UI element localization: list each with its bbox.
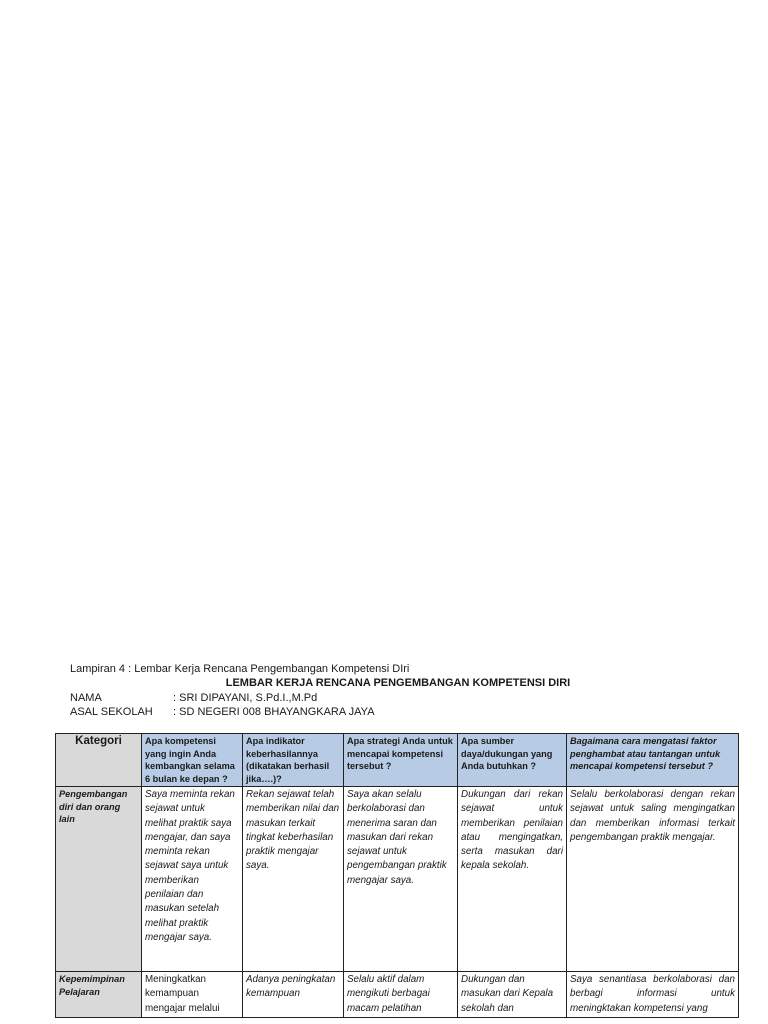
column-header-competency: Apa kompetensi yang ingin Anda kembangkan selama 6 bulan ke depan ? [142,734,243,787]
document-title: LEMBAR KERJA RENCANA PENGEMBANGAN KOMPETENSI DIRI [225,677,571,689]
table-cell: Saya meminta rekan sejawat untuk melihat praktik saya mengajar, dan saya meminta rekan sejawat saya untuk memberikan penilaian dan masukan setelah melihat praktik mengajar saya. [142,787,243,972]
row-category: Pengembangan diri dan orang lain [56,787,142,972]
column-header-kategori: Kategori [56,734,142,787]
table-cell: Selalu aktif dalam mengikuti berbagai macam pelatihan [344,972,458,1018]
column-header-indicator: Apa indikator keberhasilannya (dikatakan berhasil jika….)? [243,734,344,787]
table-cell: Dukungan dan masukan dari Kepala sekolah dan [458,972,567,1018]
school-value: : SD NEGERI 008 BHAYANGKARA JAYA [173,706,375,718]
name-label: NAMA [70,692,102,704]
table-row [56,972,739,1018]
attachment-caption: Lampiran 4 : Lembar Kerja Rencana Pengembangan Kompetensi DIri [70,663,410,675]
name-line [70,692,317,704]
table-header-row [56,734,739,787]
column-header-obstacles: Bagaimana cara mengatasi faktor penghambat atau tantangan untuk mencapai kompetensi tersebut ? [567,734,739,787]
table-cell: Dukungan dari rekan sejawat untuk memberikan penilaian atau mengingatkan, serta masukan dari kepala sekolah. [458,787,567,972]
table-cell: Meningkatkan kemampuan mengajar melalui [142,972,243,1018]
competency-plan-table [55,733,739,1018]
table-cell: Saya senantiasa berkolaborasi dan berbagi informasi untuk meningktakan kompetensi yang [567,972,739,1018]
table-cell: Adanya peningkatan kemampuan [243,972,344,1018]
name-value: : SRI DIPAYANI, S.Pd.I.,M.Pd [173,692,318,704]
table-cell: Selalu berkolaborasi dengan rekan sejawat untuk saling mengingatkan dan memberikan informasi terkait pengembangan praktik mengajar. [567,787,739,972]
column-header-strategy: Apa strategi Anda untuk mencapai kompetensi tersebut ? [344,734,458,787]
column-header-resources: Apa sumber daya/dukungan yang Anda butuhkan ? [458,734,567,787]
table-cell: Rekan sejawat telah memberikan nilai dan masukan terkait tingkat keberhasilan praktik mengajar saya. [243,787,344,972]
table-row [56,787,739,972]
school-label: ASAL SEKOLAH [70,706,153,718]
school-line [70,706,375,718]
row-category: Kepemimpinan Pelajaran [56,972,142,1018]
table-cell: Saya akan selalu berkolaborasi dan menerima saran dan masukan dari rekan sejawat untuk pengembangan praktik mengajar saya. [344,787,458,972]
